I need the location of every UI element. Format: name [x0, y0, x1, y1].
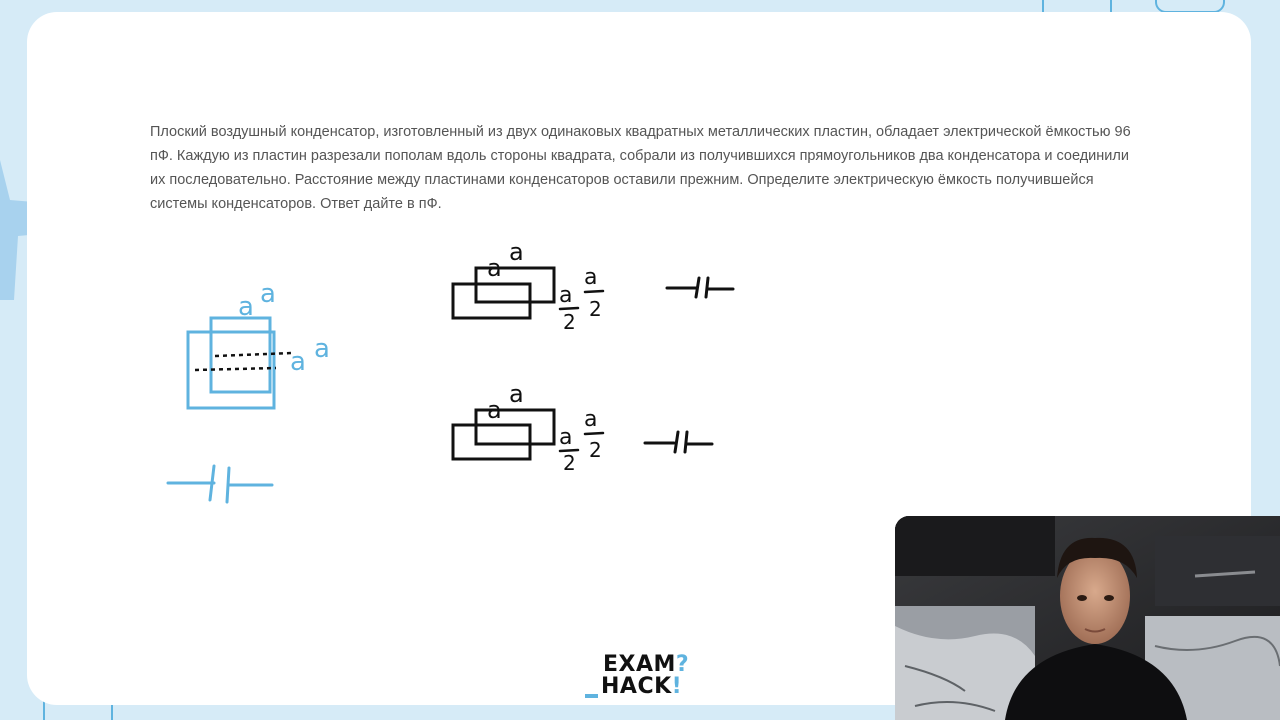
svg-text:2: 2	[589, 297, 602, 321]
svg-text:a: a	[559, 283, 573, 308]
black-labels-2	[487, 380, 602, 475]
svg-text:a: a	[584, 265, 598, 290]
logo-line1: EXAM	[603, 652, 676, 677]
black-capacitor-symbol-icon-2	[645, 432, 712, 452]
svg-text:2: 2	[589, 438, 602, 462]
logo-exclamation-mark: !	[671, 674, 683, 699]
webcam-overlay	[895, 516, 1280, 720]
black-capacitor-symbol-icon-1	[667, 278, 733, 297]
label-a-3: a	[290, 347, 306, 377]
label-a-4: a	[314, 334, 330, 364]
svg-text:2: 2	[563, 310, 576, 334]
half-capacitor-drawing-1	[453, 268, 554, 318]
logo-underscore	[585, 694, 598, 698]
label-a-2: a	[260, 279, 276, 309]
svg-text:a: a	[509, 238, 524, 266]
blue-capacitor-symbol-icon	[168, 466, 272, 502]
svg-text:2: 2	[563, 451, 576, 475]
svg-text:a: a	[509, 380, 524, 408]
svg-text:a: a	[559, 425, 573, 450]
half-capacitor-drawing-2	[453, 410, 554, 459]
webcam-person-image	[895, 516, 1280, 720]
label-a-1: a	[238, 292, 254, 322]
svg-text:a: a	[584, 407, 598, 432]
svg-text:a: a	[487, 254, 502, 282]
problem-text: Плоский воздушный конденсатор, изготовленный из двух одинаковых квадратных металлических пластин, обладает электрической ёмкостью 96 пФ. Каждую из пластин разрезали пополам вдоль стороны квадрата, собрали из получившихся прямоугольников два конденсатора и соединили их последовательно. Расстояние между пластинами конденсаторов оставили прежним. Определите электрическую ёмкость получившейся системы конденсаторов. Ответ дайте в пФ.	[150, 124, 1131, 212]
blue-square-capacitor-drawing	[188, 318, 274, 408]
examhack-logo	[585, 652, 705, 700]
blue-labels	[238, 279, 330, 377]
svg-text:a: a	[487, 396, 502, 424]
black-labels-1	[487, 238, 602, 334]
logo-line2: HACK	[601, 674, 672, 699]
logo-question-mark: ?	[675, 652, 690, 677]
